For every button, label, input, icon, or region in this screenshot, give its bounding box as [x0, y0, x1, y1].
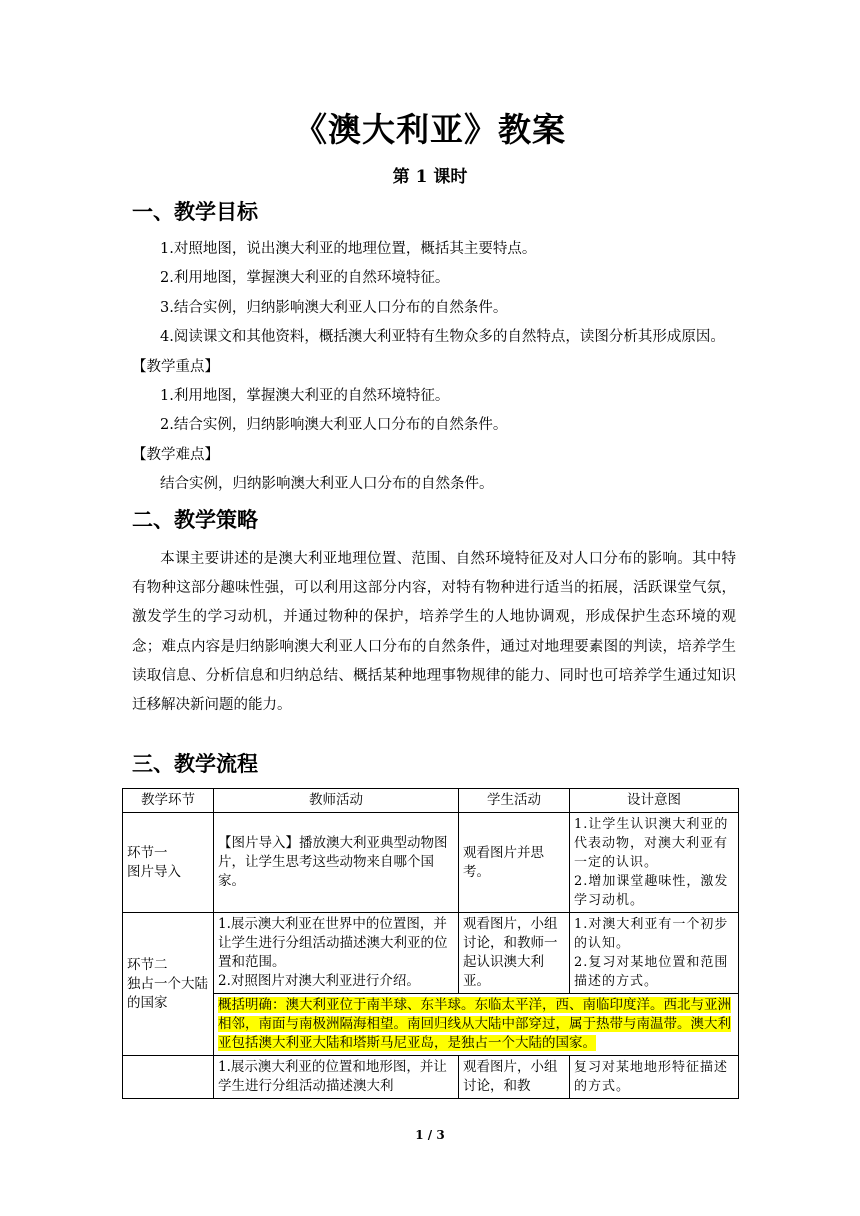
objective-item: 1.对照地图，说出澳大利亚的地理位置，概括其主要特点。 [160, 241, 537, 257]
objective-item: 2.利用地图，掌握澳大利亚的自然环境特征。 [160, 270, 450, 286]
student-activity-cell: 观看图片并思考。 [459, 813, 570, 913]
key-point-item: 2.结合实例，归纳影响澳大利亚人口分布的自然条件。 [160, 417, 508, 433]
table-header: 教师活动 [214, 789, 459, 813]
objective-item: 4.阅读课文和其他资料，概括澳大利亚特有生物众多的自然特点，读图分析其形成原因。 [160, 329, 725, 345]
stage-cell [123, 1056, 214, 1099]
process-table [122, 788, 739, 1099]
student-activity-cell: 观看图片，小组讨论，和教 [459, 1056, 570, 1099]
section-heading-process: 三、教学流程 [132, 751, 258, 776]
table-row [123, 913, 739, 994]
document-title: 《澳大利亚》教案 [294, 110, 566, 149]
key-point-item: 1.利用地图，掌握澳大利亚的自然环境特征。 [160, 388, 450, 404]
difficult-points-label: 【教学难点】 [132, 447, 219, 463]
key-points-label: 【教学重点】 [132, 359, 219, 375]
teacher-activity-cell: 【图片导入】播放澳大利亚典型动物图片，让学生思考这些动物来自哪个国家。 [214, 813, 459, 913]
teacher-activity-cell: 1.展示澳大利亚的位置和地形图，并让学生进行分组活动描述澳大利 [214, 1056, 459, 1099]
strategy-paragraph [132, 545, 736, 720]
design-intent-cell: 复习对某地地形特征描述的方式。 [570, 1056, 739, 1099]
summary-cell [214, 994, 739, 1056]
stage-cell: 环节一 图片导入 [123, 813, 214, 913]
design-intent-cell: 1.让学生认识澳大利亚的代表动物，对澳大利亚有一定的认识。 2.增加课堂趣味性，激发学习动机。 [570, 813, 739, 913]
section-heading-strategy: 二、教学策略 [132, 507, 258, 532]
page-number: 1 / 3 [415, 1128, 445, 1142]
stage-cell: 环节二 独占一个大陆的国家 [123, 913, 214, 1056]
strategy-text: 本课主要讲述的是澳大利亚地理位置、范围、自然环境特征及对人口分布的影响。其中特有物种这部分趣味性强，可以利用这部分内容，对特有物种进行适当的拓展，活跃课堂气氛，激发学生的学习动机，并通过物种的保护，培养学生的人地协调观，形成保护生态环境的观念；难点内容是归纳影响澳大利亚人口分布的自然条件，通过对地理要素图的判读，培养学生读取信息、分析信息和归纳总结、概括某种地理事物规律的能力、同时也可培养学生通过知识迁移解决新问题的能力。 [132, 551, 736, 714]
section-heading-objectives: 一、教学目标 [132, 199, 258, 224]
table-header: 设计意图 [570, 789, 739, 813]
lesson-subtitle: 第 1 课时 [392, 167, 468, 187]
table-header-row [123, 789, 739, 813]
table-row [123, 1056, 739, 1099]
table-row [123, 813, 739, 913]
table-row [123, 994, 739, 1056]
difficult-point-item: 结合实例，归纳影响澳大利亚人口分布的自然条件。 [160, 476, 494, 492]
design-intent-cell: 1.对澳大利亚有一个初步的认知。 2.复习对某地位置和范围描述的方式。 [570, 913, 739, 994]
highlighted-summary: 概括明确：澳大利亚位于南半球、东半球。东临太平洋，西、南临印度洋。西北与亚洲相邻，南面与南极洲隔海相望。南回归线从大陆中部穿过，属于热带与南温带。澳大利亚包括澳大利亚大陆和塔斯马尼亚岛，是独占一个大陆的国家。 [218, 997, 731, 1051]
table-header: 学生活动 [459, 789, 570, 813]
teacher-activity-cell: 1.展示澳大利亚在世界中的位置图，并让学生进行分组活动描述澳大利亚的位置和范围。 2.对照图片对澳大利亚进行介绍。 [214, 913, 459, 994]
student-activity-cell: 观看图片，小组讨论，和教师一起认识澳大利亚。 [459, 913, 570, 994]
objective-item: 3.结合实例，归纳影响澳大利亚人口分布的自然条件。 [160, 300, 508, 316]
table-header: 教学环节 [123, 789, 214, 813]
